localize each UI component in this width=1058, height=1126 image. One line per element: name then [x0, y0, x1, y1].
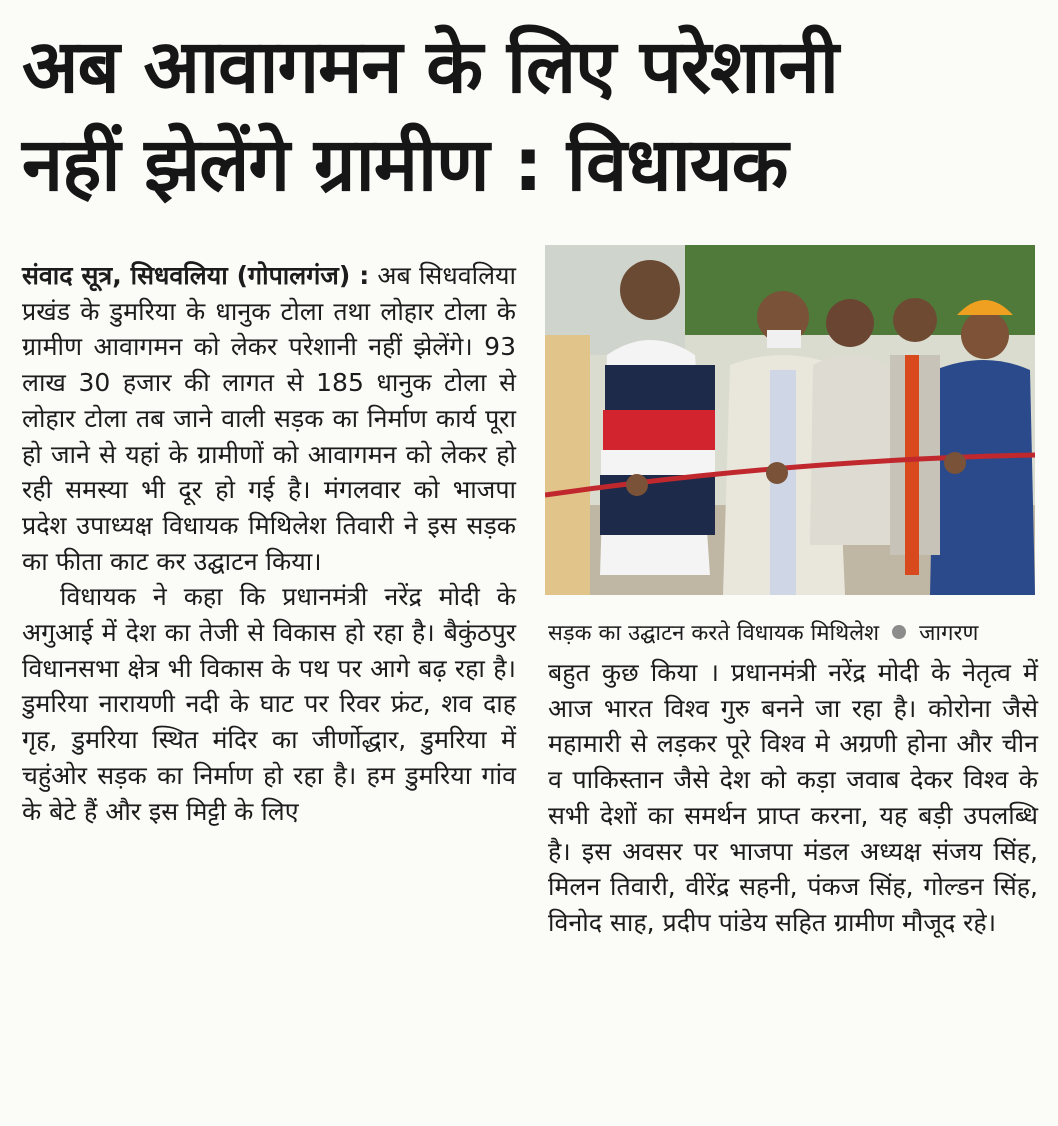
headline-line-2: नहीं झेलेंगे ग्रामीण : विधायक	[22, 122, 788, 208]
ribbon-cutting-photo	[545, 245, 1035, 595]
photo-illustration	[545, 245, 1035, 595]
article-column-left	[22, 258, 516, 829]
photo-caption	[548, 618, 1038, 650]
article-paragraph-1	[22, 258, 516, 579]
headline	[22, 18, 1042, 214]
article-paragraph-3: बहुत कुछ किया । प्रधानमंत्री नरेंद्र मोदी के नेतृत्व में आज भारत विश्व गुरु बनने जा रहा है। कोरोना जैसे महामारी से लड़कर पूरे विश्व मे अग्रणी होना और चीन व पाकिस्तान जैसे देश को कड़ा जवाब देकर विश्व के सभी देशों का समर्थन प्राप्त करना, यह बड़ी उपलब्धि है। इस अवसर पर भाजपा मंडल अध्यक्ष संजय सिंह, मिलन तिवारी, वीरेंद्र सहनी, पंकज सिंह, गोल्डन सिंह, विनोद साह, प्रदीप पांडेय सहित ग्रामीण मौजूद रहे।	[548, 658, 1038, 937]
headline-line-1: अब आवागमन के लिए परेशानी	[22, 24, 838, 110]
paragraph-1-text: अब सिधवलिया प्रखंड के डुमरिया के धानुक टोला तथा लोहार टोला के ग्रामीण आवागमन को लेकर परेशानी नहीं झेलेंगे। 93 लाख 30 हजार की लागत से 185 धानुक टोला से लोहार टोला तब जाने वाली सड़क का निर्माण कार्य पूरा हो जाने से यहां के ग्रामीणों को आवागमन को लेकर हो रही समस्या भी दूर हो गई है। मंगलवार को भाजपा प्रदेश उपाध्यक्ष विधायक मिथिलेश तिवारी ने इस सड़क का फीता काट कर उद्घाटन किया।	[22, 261, 516, 576]
article-column-right	[548, 655, 1038, 941]
bullet-icon	[892, 625, 906, 639]
dateline: संवाद सूत्र, सिधवलिया (गोपालगंज) :	[22, 261, 370, 290]
caption-text: सड़क का उद्घाटन करते विधायक मिथिलेश	[548, 621, 880, 646]
article-paragraph-2: विधायक ने कहा कि प्रधानमंत्री नरेंद्र मोदी के अगुआई में देश का तेजी से विकास हो रहा है। बैकुंठपुर विधानसभा क्षेत्र भी विकास के पथ पर आगे बढ़ रहा है। डुमरिया नारायणी नदी के घाट पर रिवर फ्रंट, शव दाह गृह, डुमरिया स्थित मंदिर का जीर्णोद्धार, डुमरिया में चहुंओर सड़क का निर्माण हो रहा है। हम डुमरिया गांव के बेटे हैं और इस मिट्टी के लिए	[22, 582, 516, 826]
photo-credit: जागरण	[919, 621, 979, 646]
